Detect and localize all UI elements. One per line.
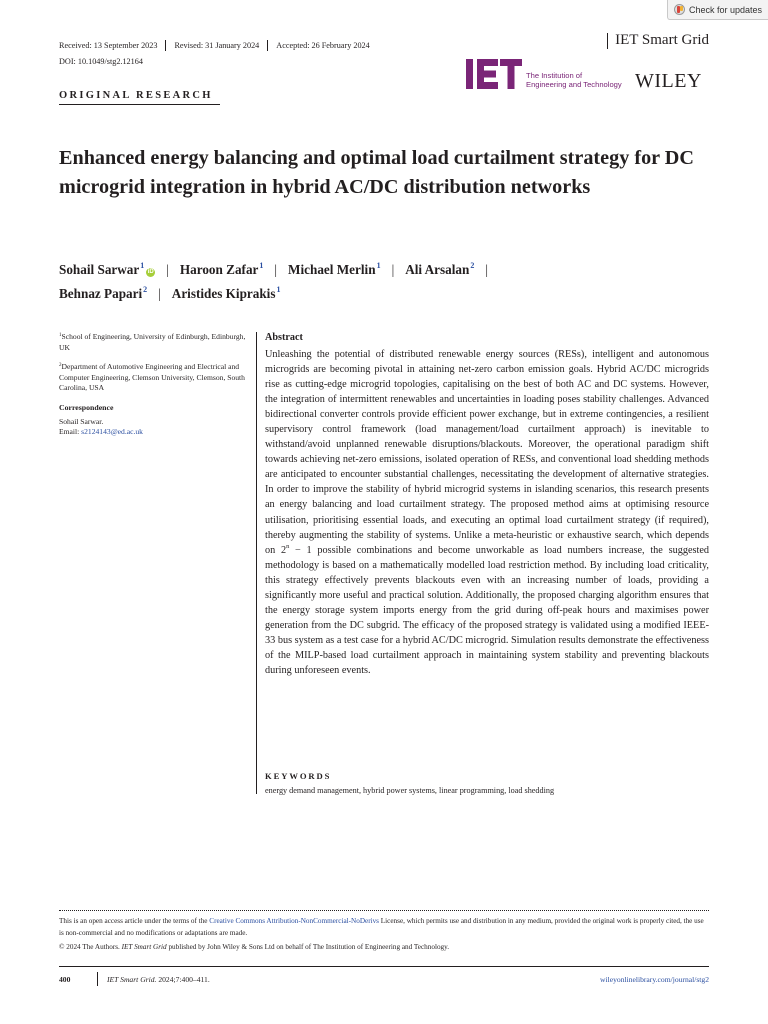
copyright-notice [59,943,709,951]
license-link[interactable]: Creative Commons Attribution-NonCommercial-NoDerivs [209,917,379,925]
abstract-text [265,347,709,678]
doi[interactable]: DOI: 10.1049/stg2.12164 [59,57,143,66]
affiliation-ref: 2 [470,261,475,270]
affiliation [59,362,249,394]
author-name: Behnaz Papari [59,286,143,301]
email-link[interactable]: s2124143@ed.ac.uk [81,427,143,437]
divider: | [274,262,278,277]
abstract-superscript: n [286,542,290,550]
license-notice [59,916,709,939]
affiliation-number: 2 [59,363,62,369]
page-number: 400 [59,975,71,984]
abstract-rule [256,332,257,794]
affiliation-ref: 2 [143,285,148,294]
abstract-heading: Abstract [265,332,303,343]
accepted-date: Accepted: 26 February 2024 [276,40,370,50]
section-label: ORIGINAL RESEARCH [59,90,213,101]
correspondence-name: Sohail Sarwar. [59,416,104,426]
abstract-text-part: Unleashing the potential of distributed renewable energy sources (RESs), intelligent and autonomous microgrids are becoming pivotal in attaining net-zero carbon emission goals. Hybrid AC/DC microgrids rise as cutting-edge microgrid topologies, capitalising on the best of both AC and DC systems. However, the integration of intermittent renewables and uncertainties in loading poses stability challenges. Advanced bidirectional converter controls provide efficient power exchange, but in extreme contingencies, a resilient supervisory control framework (load management/load curtailment approach) is inevitable to withstand/avoid unplanned renewable disruptions/blackouts. Moreover, the operational paradigm shift towards achieving net-zero emissions, isolated operation of RESs, and conventional load shedding methods are anticipated to encounter substantial challenges, necessitating the development of alternative strategies. In order to improve the stability of hybrid microgrid systems in islanding scenarios, this research presents an energy balancing and load curtailment strategy. The proposed method aims at optimising resource utilisation, prioritising essential loads, and executing an optimal load curtailment strategy (if required), thereby augmenting the stability of systems. Unlike a meta-heuristic or exhaustive search, which depends on 2 [265,349,709,556]
author[interactable] [59,286,147,301]
divider: | [166,262,169,277]
author-name: Sohail Sarwar [59,262,140,277]
check-for-updates-button[interactable] [667,0,768,20]
citation [107,975,210,984]
copyright-journal: IET Smart Grid [121,943,167,951]
copyright-text: © 2024 The Authors. [59,943,122,951]
license-text: License, which permits use and distribution in any medium, provided the original work is properly cited, the use is non-commercial and no modifications or adaptations are made. [59,917,704,937]
author[interactable] [288,262,381,277]
iet-name-line1: The Institution of [526,71,583,80]
wiley-logo: WILEY [635,70,702,92]
author-name: Ali Arsalan [405,262,470,277]
citation-journal: IET Smart Grid. [107,975,157,984]
correspondence-heading: Correspondence [59,402,114,412]
affiliations-column [59,332,249,438]
iet-logo [466,59,522,89]
keywords-heading: KEYWORDS [265,771,332,781]
journal-name [607,32,709,49]
correspondence-email [59,427,249,438]
affiliation [59,332,249,353]
author-name: Aristides Kiprakis [171,286,276,301]
divider: | [391,262,395,277]
revised-date: Revised: 31 January 2024 [174,40,260,50]
article-dates [59,39,370,51]
author[interactable] [59,262,155,277]
author[interactable] [172,286,281,301]
journal-site-link[interactable]: wileyonlinelibrary.com/journal/stg2 [600,975,709,984]
author-name: Haroon Zafar [179,262,259,277]
author[interactable] [180,262,264,277]
divider [97,972,98,986]
iet-name-line2: Engineering and Technology [526,80,622,89]
copyright-text: published by John Wiley & Sons Ltd on behalf of The Institution of Engineering and Technology. [166,943,450,951]
received-date: Received: 13 September 2023 [59,40,158,50]
email-label: Email: [59,427,80,437]
footer-rule [59,910,709,911]
citation-details: 2024;7:400–411. [156,975,210,984]
affiliation-ref: 1 [376,261,381,270]
section-rule [59,104,220,105]
affiliation-text: Department of Automotive Engineering and Electrical and Computer Engineering, Clemson University, Clemson, South Carolina, USA [59,362,245,393]
iet-name [526,71,622,89]
divider [607,33,608,49]
divider: | [485,262,488,277]
keywords-text: energy demand management, hybrid power systems, linear programming, load shedding [265,786,555,795]
journal-title: IET Smart Grid [615,32,709,48]
affiliation-text: School of Engineering, University of Edinburgh, Edinburgh, UK [59,332,246,352]
affiliation-number: 1 [59,333,62,338]
affiliation-ref: 1 [140,261,145,270]
check-for-updates-label: Check for updates [689,4,763,15]
divider: | [158,286,161,301]
article-title: Enhanced energy balancing and optimal load curtailment strategy for DC microgrid integration in hybrid AC/DC distribution networks [59,147,694,198]
author[interactable] [405,262,474,277]
divider [165,40,166,51]
divider [267,40,268,51]
license-text: This is an open access article under the terms of the [59,917,210,925]
orcid-icon[interactable]: iD [147,269,154,275]
author-list [59,258,709,306]
bottom-rule [59,966,709,967]
affiliation-ref: 1 [276,285,281,294]
author-name: Michael Merlin [288,262,376,277]
abstract-text-part: − 1 possible combinations and become unworkable as load numbers increase, the suggested methodology is based on a mathematically modelled load restriction method. By including load criticality, this strategy effectively prevents blackouts even with an increasing number of loads, providing a significantly more useful and practical solution. Additionally, the proposed charging algorithm ensures that the energy storage system imports energy from the grid during off-peak hours and maximises power generation from the DC subgrid. The efficacy of the proposed strategy is validated using a modified IEEE-33 bus system as a test case for a hybrid AC/DC microgrid. Simulation results demonstrate the effectiveness of the MILP-based load curtailment approach in maintaining system stability and preventing blackouts during unforeseen events. [265,544,710,676]
crossmark-icon [674,4,685,15]
affiliation-ref: 1 [259,261,264,270]
